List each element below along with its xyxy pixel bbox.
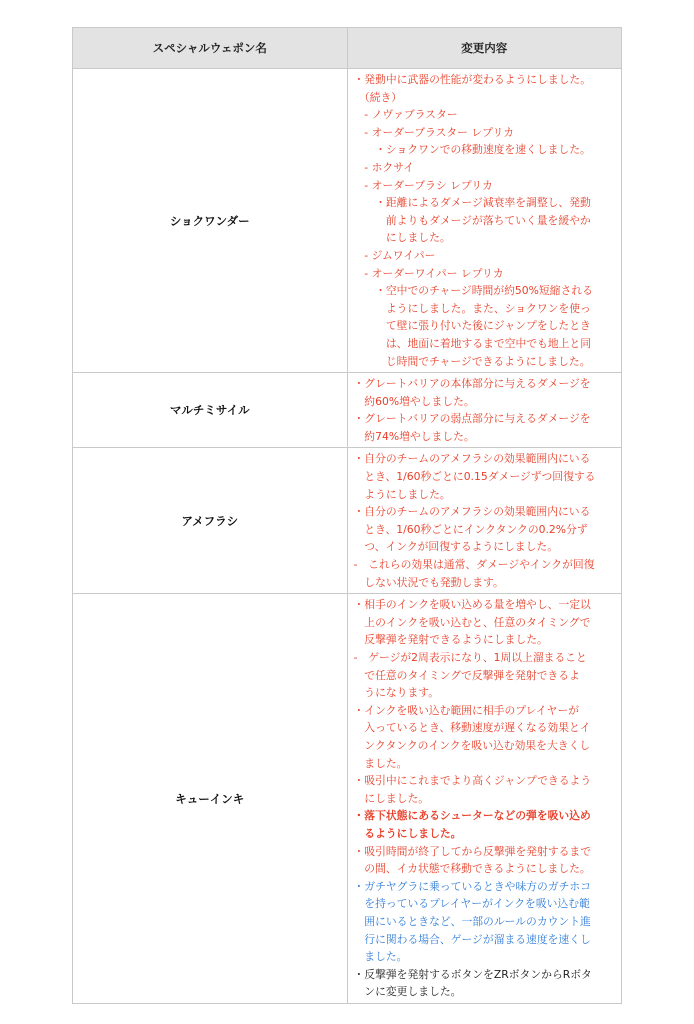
change-line: とき、1/60秒ごとに0.15ダメージずつ回復する	[353, 470, 596, 484]
change-line: ・ガチヤグラに乗っているときや味方のガチホコ	[353, 879, 592, 893]
change-line: 約74%増やしました。	[353, 429, 475, 443]
change-line: ・吸引中にこれまでより高くジャンプできるよう	[353, 774, 592, 788]
change-line: - これらの効果は通常、ダメージやインクが回復	[353, 558, 595, 572]
change-line: ・自分のチームのアメフラシの効果範囲内にいる	[353, 452, 591, 466]
change-line: ・グレートバリアの本体部分に与えるダメージを	[353, 377, 591, 391]
change-line: て壁に張り付いた後にジャンプをしたとき	[353, 319, 591, 333]
change-details-cell	[347, 373, 622, 448]
change-line: ・落下状態にあるシューターなどの弾を吸い込め	[353, 809, 591, 823]
table-row	[73, 373, 622, 448]
change-line: とき、1/60秒ごとにインクタンクの0.2%分ず	[353, 522, 588, 536]
change-line: - ノヴァブラスター	[353, 108, 458, 122]
change-line: ・吸引時間が終了してから反撃弾を発射するまで	[353, 844, 592, 858]
change-line: じ時間でチャージできるようにしました。	[353, 354, 591, 368]
change-line: を持っているプレイヤーがインクを吸い込む範	[353, 897, 590, 911]
weapon-name-cell: キューインキ	[73, 594, 348, 1004]
weapon-name-cell: ショクワンダー	[73, 69, 348, 373]
change-line: ました。	[353, 950, 408, 964]
change-line: 前よりもダメージが落ちていく量を緩やか	[353, 213, 591, 227]
change-line: - ジムワイパー	[353, 248, 436, 262]
change-line: - オーダーワイパー レプリカ	[353, 266, 504, 280]
change-line: - ゲージが2周表示になり、1周以上溜まること	[353, 651, 587, 664]
table-row	[73, 448, 622, 594]
change-line: にしました。	[353, 791, 430, 805]
change-line: - ホクサイ	[353, 160, 415, 174]
weapon-name-cell: アメフラシ	[73, 448, 348, 594]
change-line: にしました。	[353, 231, 451, 245]
table-body	[73, 69, 622, 1004]
change-line: 上のインクを吸い込むと、任意のタイミングで	[353, 615, 591, 629]
header-change-details: 変更内容	[347, 28, 622, 69]
change-line: ・反撃弾を発射するボタンをZRボタンからRボタ	[353, 967, 592, 981]
change-line: 行に関わる場合、ゲージが溜まる速度を速くし	[353, 932, 591, 946]
change-details-cell	[347, 448, 622, 594]
weapon-changes-table	[72, 27, 622, 1004]
change-line: 囲にいるときなど、一部のルールのカウント進	[353, 914, 591, 928]
change-line: 反撃弾を発射できるようにしました。	[353, 633, 548, 647]
weapon-name-cell: マルチミサイル	[73, 373, 348, 448]
change-line: るようにしました。	[353, 826, 462, 840]
table-row	[73, 69, 622, 373]
change-line: で任意のタイミングで反撃弾を発射できるよ	[353, 668, 580, 682]
change-line: （続き）	[353, 90, 403, 104]
change-line: ・自分のチームのアメフラシの効果範囲内にいる	[353, 505, 591, 519]
change-line: ・距離によるダメージ減衰率を調整し、発動	[353, 196, 591, 210]
change-line: 入っているとき、移動速度が遅くなる効果とイ	[353, 721, 591, 735]
change-line: ようにしました。	[353, 487, 451, 501]
change-line: ・ショクワンでの移動速度を速くしました。	[353, 143, 591, 157]
change-line: は、地面に着地するまで空中でも地上と同	[353, 336, 592, 350]
change-line: ・発動中に武器の性能が変わるようにしました。	[353, 73, 592, 86]
change-line: - オーダーブラスター レプリカ	[353, 125, 515, 139]
change-line: ようにしました。また、ショクワンを使っ	[353, 301, 591, 315]
change-line: つ、インクが回復するようにしました。	[353, 540, 558, 554]
change-details-cell	[347, 594, 622, 1004]
table-row	[73, 594, 622, 1004]
change-line: ンクタンクのインクを吸い込む効果を大きくし	[353, 738, 591, 752]
change-line: ・相手のインクを吸い込める量を増やし、一定以	[353, 598, 591, 612]
change-line: ンに変更しました。	[353, 985, 462, 999]
change-line: ・インクを吸い込む範囲に相手のプレイヤーが	[353, 703, 580, 717]
change-line: - オーダーブラシ レプリカ	[353, 178, 493, 192]
change-line: しない状況でも発動します。	[353, 575, 504, 589]
change-line: ました。	[353, 756, 408, 770]
change-line: ・グレートバリアの弱点部分に与えるダメージを	[353, 412, 591, 426]
table-header-row	[73, 28, 622, 69]
change-line: うになります。	[353, 686, 440, 700]
change-details-cell	[347, 69, 622, 373]
change-line: 約60%増やしました。	[353, 394, 475, 408]
change-line: ・空中でのチャージ時間が約50%短縮される	[353, 284, 593, 298]
header-weapon-name: スペシャルウェポン名	[73, 28, 348, 69]
change-line: の間、イカ状態で移動できるようにしました。	[353, 862, 591, 876]
